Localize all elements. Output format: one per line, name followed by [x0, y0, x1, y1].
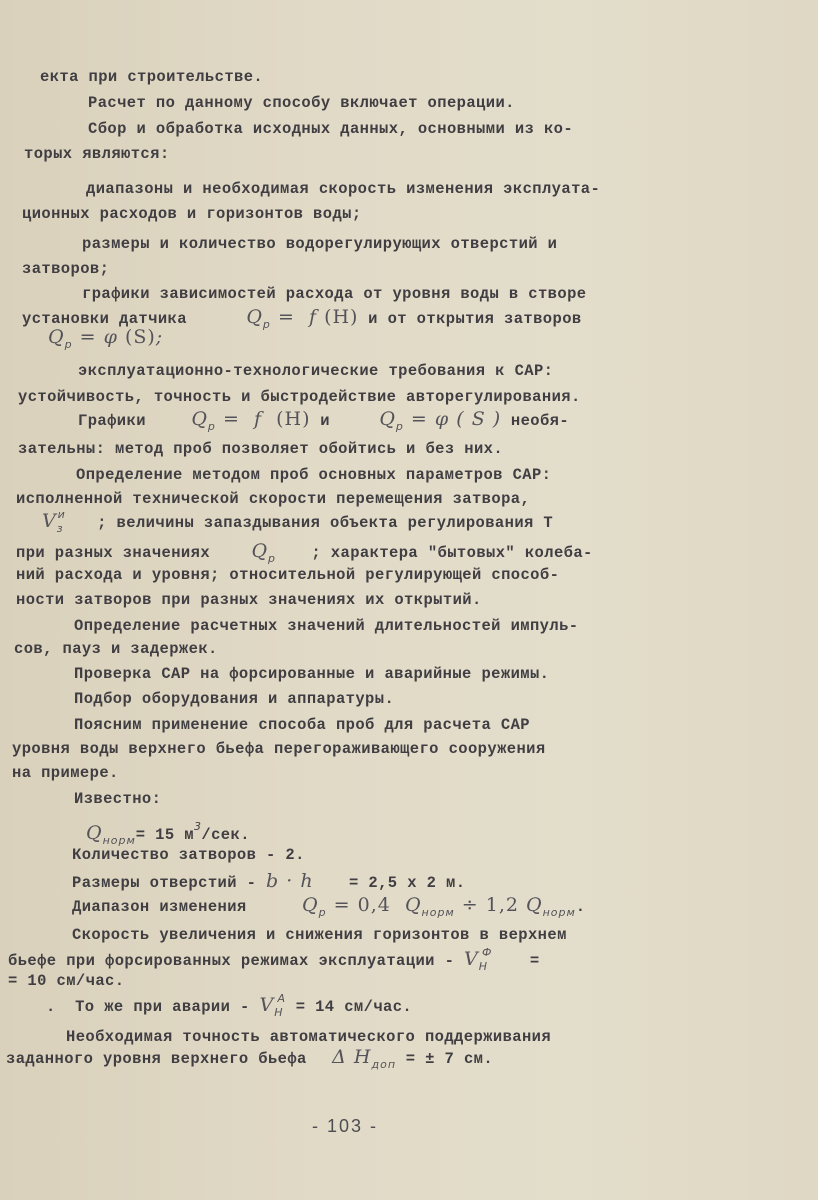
text-line: екта при строительстве.	[40, 68, 264, 86]
text-fragment: = ± 7 см.	[405, 1050, 494, 1068]
text-line: графики зависимостей расхода от уровня воды в створе	[82, 285, 587, 303]
formula-q-of-h: $Q_p = f$ (H)	[246, 306, 359, 331]
text-fragment: То же при аварии -	[75, 998, 250, 1016]
text-line: ционных расходов и горизонтов воды;	[22, 205, 362, 223]
text-line: зательны: метод проб позволяет обойтись и без них.	[18, 440, 504, 458]
formula-q-of-s: $Q_p = \varphi$ (S);	[48, 326, 164, 351]
text-line: Известно:	[74, 790, 162, 808]
text-line: ности затворов при разных значениях их открытий.	[16, 591, 482, 609]
formula-line	[48, 326, 163, 351]
text-line-with-formula	[72, 870, 465, 892]
text-line: уровня воды верхнего бьефа перегораживающего сооружения	[12, 740, 546, 758]
text-line-with-formula	[6, 1046, 493, 1071]
text-fragment: = 2,5 x 2 м.	[348, 874, 466, 892]
text-line: Необходимая точность автоматического поддерживания	[66, 1028, 552, 1046]
text-line: Скорость увеличения и снижения горизонтов в верхнем	[72, 926, 567, 944]
text-line: Определение расчетных значений длительностей импуль-	[74, 617, 579, 635]
page-number: - 103 -	[312, 1116, 379, 1136]
text-line-with-formula	[46, 992, 412, 1019]
text-line-with-formula	[16, 540, 593, 565]
text-line-with-formula	[78, 408, 569, 433]
formula-q-of-h: $Q_p = f$ (H)	[191, 408, 311, 433]
text-line: Расчет по данному способу включает операции.	[88, 94, 515, 112]
text-line: торых являются:	[24, 145, 170, 163]
text-fragment: и от открытия затворов	[368, 310, 582, 328]
text-fragment: Графики	[78, 412, 146, 430]
text-line: затворов;	[22, 260, 110, 278]
text-fragment: = 15 $м^3$/сек.	[135, 820, 250, 844]
text-fragment: .	[46, 998, 76, 1016]
text-fragment: ; характера "бытовых" колеба-	[311, 544, 593, 562]
text-line: диапазоны и необходимая скорость изменения эксплуата-	[86, 180, 601, 198]
text-line: исполненной технической скорости перемещения затвора,	[16, 490, 531, 508]
formula-q-range: $Q_p = 0,4$ $Q_{норм} \div 1,2$ $Q_{норм}$	[302, 894, 576, 919]
text-fragment: =	[529, 952, 540, 970]
text-fragment: установки датчика	[22, 310, 187, 328]
text-line: сов, пауз и задержек.	[14, 640, 218, 658]
text-line: Определение методом проб основных параметров САР:	[76, 466, 552, 484]
text-line: ний расхода и уровня; относительной регулирующей способ-	[16, 566, 560, 584]
formula-b-h: b · h	[266, 870, 314, 892]
text-line: Проверка САР на форсированные и аварийные режимы.	[74, 665, 550, 683]
formula-line	[86, 820, 250, 847]
text-fragment: необя-	[510, 412, 570, 430]
text-line: размеры и количество водорегулирующих отверстий и	[82, 235, 558, 253]
formula-v-forced: $V_H^Ф$	[463, 946, 493, 973]
text-line: = 10 см/час.	[8, 972, 125, 990]
text-line: Подбор оборудования и аппаратуры.	[74, 690, 395, 708]
formula-delta-h: Δ $H_{доп}$	[332, 1046, 397, 1071]
text-line-with-formula	[8, 946, 540, 973]
text-fragment: Диапазон изменения	[72, 898, 247, 916]
text-fragment: бьефе при форсированных режимах эксплуатации -	[8, 952, 455, 970]
text-line-with-formula: Диапазон изменения $Q_p = 0,4$ $Q_{норм} \div 1,2$ $Q_{норм}$.	[72, 894, 586, 919]
text-fragment: заданного уровня верхнего бьефа	[6, 1050, 307, 1068]
text-fragment: и	[320, 412, 330, 430]
formula-qp: $Q_p$	[251, 540, 276, 565]
formula-q-of-s: $Q_p = \varphi$ ( S )	[379, 408, 502, 433]
formula-v-emergency: $V_H^A$	[259, 992, 286, 1019]
text-fragment: ; величины запаздывания объекта регулирования T	[97, 514, 554, 532]
text-line: устойчивость, точность и быстродействие авторегулирования.	[18, 388, 581, 406]
text-line-with-formula	[42, 508, 553, 535]
text-fragment: = 14 см/час.	[295, 998, 413, 1016]
text-fragment: Размеры отверстий -	[72, 874, 257, 892]
text-line: Количество затворов - 2.	[72, 846, 305, 864]
formula-gate-speed: $V_з^и$	[42, 508, 66, 535]
text-fragment: при разных значениях	[16, 544, 211, 562]
formula-q-norm: $Q_{норм}$	[86, 822, 136, 847]
text-line: Сбор и обработка исходных данных, основными из ко-	[88, 120, 574, 138]
text-line: на примере.	[12, 764, 119, 782]
text-line: Поясним применение способа проб для расчета САР	[74, 716, 530, 734]
text-line: эксплуатационно-технологические требования к САР:	[78, 362, 554, 380]
